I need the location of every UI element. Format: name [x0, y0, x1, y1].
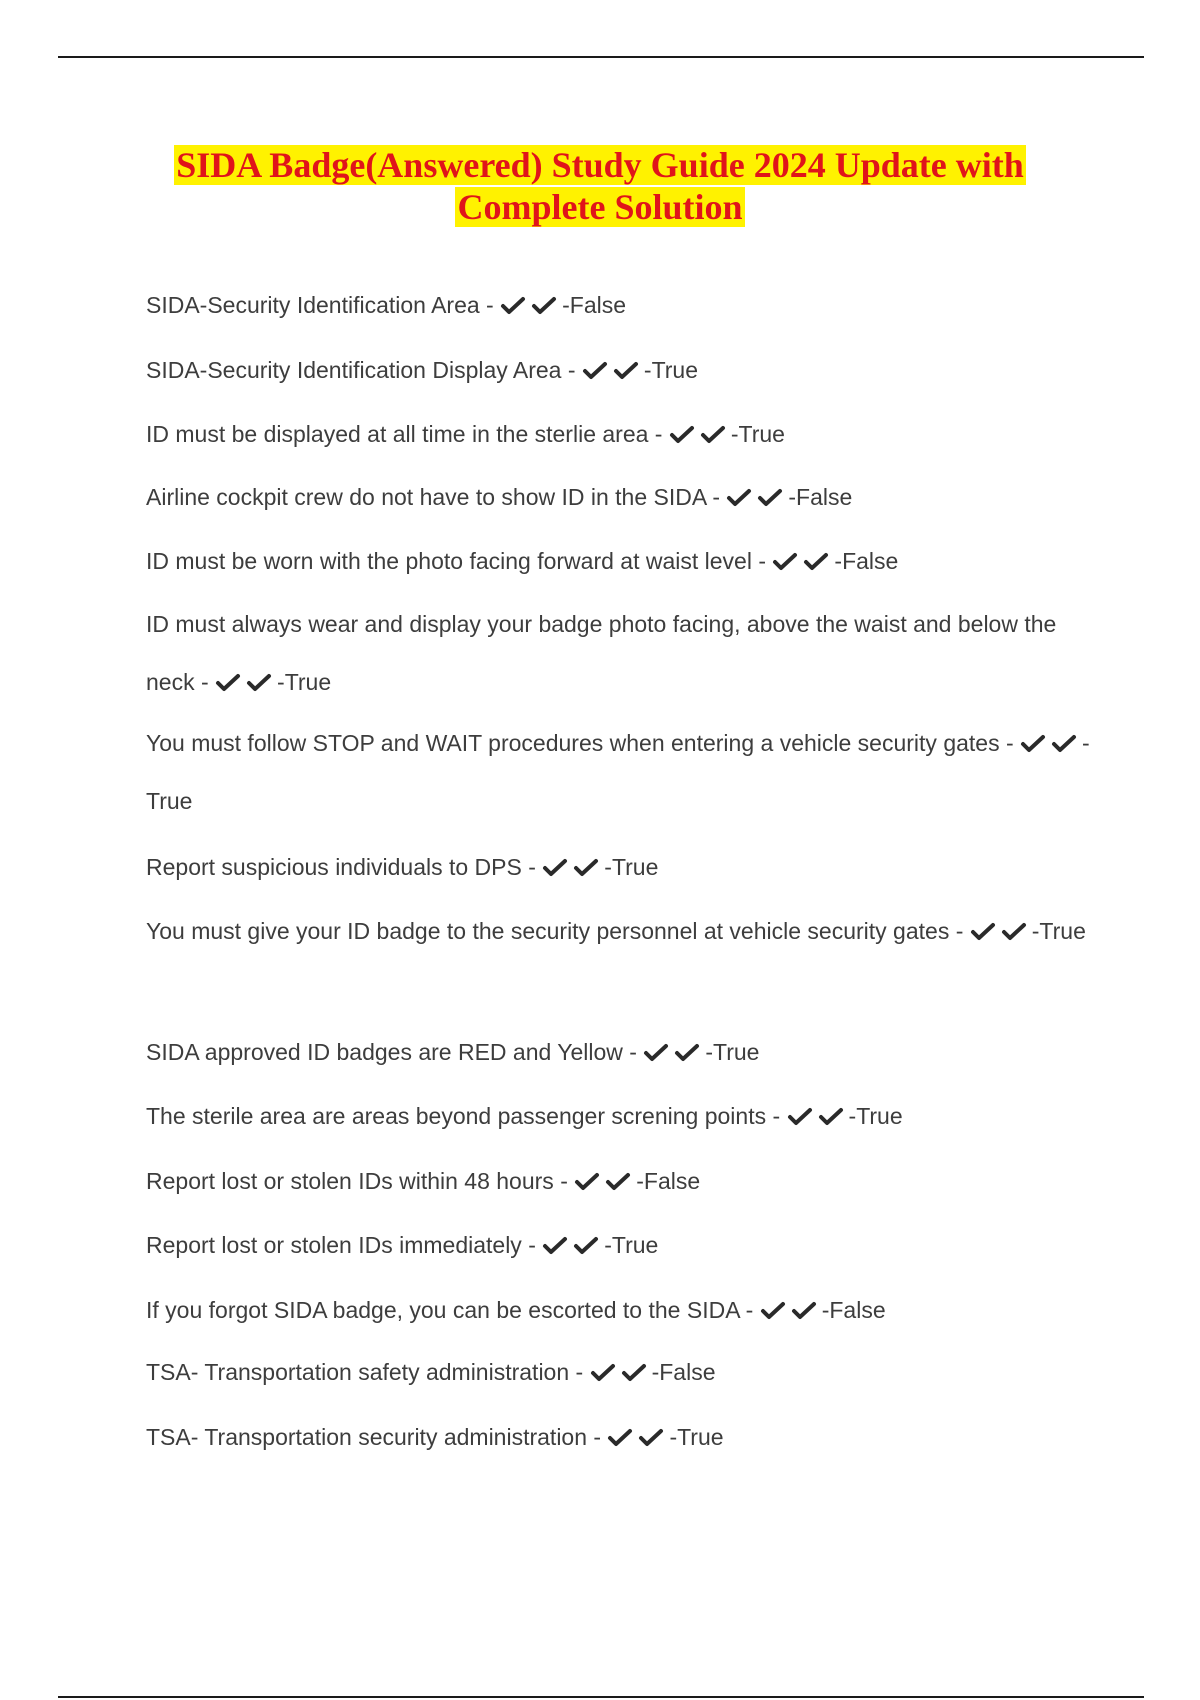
check-icon [772, 552, 798, 572]
question-text: The sterile area are areas beyond passenger screning points - [146, 1103, 781, 1129]
answer-text: -False [834, 548, 899, 574]
answer-text: -True [705, 1039, 760, 1065]
answer-text: -True [277, 669, 332, 695]
check-icon [1020, 734, 1046, 754]
answer-text: -False [651, 1359, 716, 1385]
check-icon [674, 1043, 700, 1063]
qa-item [146, 1152, 1096, 1210]
answer-text: -False [788, 484, 853, 510]
answer-text: -True [604, 854, 659, 880]
qa-item [146, 468, 1096, 526]
top-rule [58, 56, 1144, 58]
check-icon [215, 673, 241, 693]
answer-text: -True [848, 1103, 903, 1129]
qa-item [146, 532, 1096, 590]
qa-item [146, 595, 1096, 711]
qa-item [146, 1343, 1096, 1401]
question-text: SIDA-Security Identification Area - [146, 292, 494, 318]
check-icon [621, 1363, 647, 1383]
question-text: SIDA approved ID badges are RED and Yellow - [146, 1039, 637, 1065]
check-icon [500, 296, 526, 316]
check-icon [643, 1043, 669, 1063]
qa-item [146, 405, 1096, 463]
question-text: SIDA-Security Identification Display Area - [146, 357, 576, 383]
question-text: ID must always wear and display your badge photo facing, above the waist and below the neck - [146, 611, 1057, 695]
check-icon [605, 1172, 631, 1192]
title-line-2: Complete Solution [457, 187, 743, 227]
answer-text: -False [562, 292, 627, 318]
question-text: Report suspicious individuals to DPS - [146, 854, 536, 880]
check-icon [542, 1236, 568, 1256]
qa-item [146, 1408, 1096, 1466]
qa-item [146, 838, 1096, 896]
answer-text: -True [146, 730, 1090, 814]
check-icon [573, 1236, 599, 1256]
check-icon [818, 1107, 844, 1127]
check-icon [607, 1428, 633, 1448]
check-icon [726, 488, 752, 508]
answer-text: -True [669, 1424, 724, 1450]
page-title [100, 144, 1100, 228]
title-line-1: SIDA Badge(Answered) Study Guide 2024 Update with [176, 145, 1024, 185]
answer-text: -True [604, 1232, 659, 1258]
answer-text: -False [821, 1297, 886, 1323]
qa-item [146, 1216, 1096, 1274]
check-icon [700, 425, 726, 445]
qa-item [146, 714, 1096, 830]
check-icon [582, 361, 608, 381]
check-icon [246, 673, 272, 693]
answer-text: -False [636, 1168, 701, 1194]
check-icon [573, 858, 599, 878]
qa-item [146, 341, 1096, 399]
check-icon [669, 425, 695, 445]
check-icon [1051, 734, 1077, 754]
question-text: If you forgot SIDA badge, you can be escorted to the SIDA - [146, 1297, 754, 1323]
check-icon [1001, 922, 1027, 942]
question-text: TSA- Transportation safety administration - [146, 1359, 584, 1385]
check-icon [542, 858, 568, 878]
check-icon [970, 922, 996, 942]
qa-item [146, 1281, 1096, 1339]
answer-text: -True [643, 357, 699, 383]
question-text: ID must be displayed at all time in the sterlie area - [146, 421, 663, 447]
qa-item [146, 1023, 1096, 1081]
qa-item [146, 902, 1096, 960]
check-icon [590, 1363, 616, 1383]
question-text: ID must be worn with the photo facing forward at waist level - [146, 548, 767, 574]
check-icon [803, 552, 829, 572]
question-text: Report lost or stolen IDs immediately - [146, 1232, 536, 1258]
answer-text: -True [1031, 918, 1086, 944]
check-icon [791, 1301, 817, 1321]
check-icon [787, 1107, 813, 1127]
check-icon [757, 488, 783, 508]
check-icon [613, 361, 639, 381]
question-text: You must follow STOP and WAIT procedures when entering a vehicle security gates - [146, 730, 1014, 756]
bottom-rule [58, 1696, 1144, 1698]
check-icon [638, 1428, 664, 1448]
qa-item [146, 1087, 1096, 1145]
question-text: You must give your ID badge to the security personnel at vehicle security gates - [146, 918, 964, 944]
question-text: TSA- Transportation security administration - [146, 1424, 602, 1450]
qa-item [146, 276, 1096, 334]
question-text: Report lost or stolen IDs within 48 hours - [146, 1168, 568, 1194]
check-icon [760, 1301, 786, 1321]
check-icon [574, 1172, 600, 1192]
check-icon [531, 296, 557, 316]
question-text: Airline cockpit crew do not have to show ID in the SIDA - [146, 484, 720, 510]
answer-text: -True [730, 421, 785, 447]
